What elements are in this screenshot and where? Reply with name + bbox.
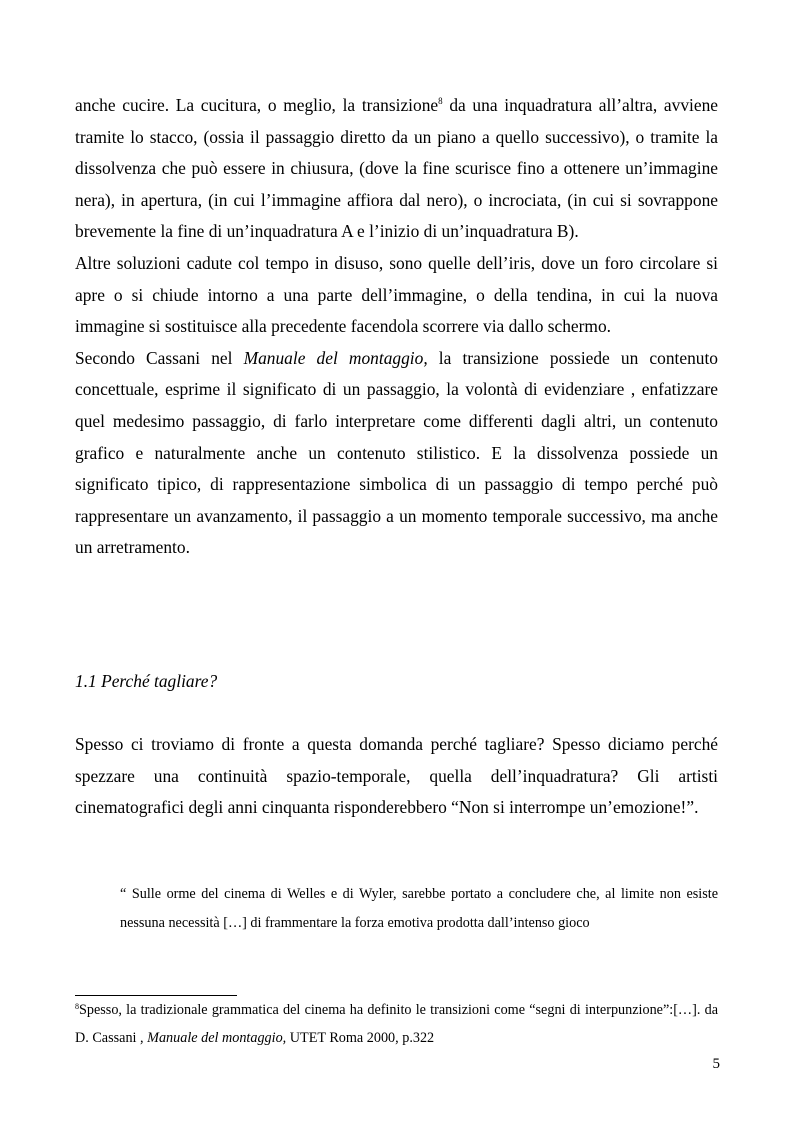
paragraph-text: da una inquadratura all’altra, avviene tramite lo stacco, (ossia il passaggio diretto da un piano a quello successivo), o tramite la dissolvenza che può essere in chiusura, (dove la fine scurisce fino a ottenere un’immagine nera), in apertura, (in cui l’immagine affiora dal nero), o incrociata, (in cui si sovrappone brevemente la fine di un’inquadratura A e l’inizio di un’inquadratura B). xyxy=(75,95,718,242)
paragraph-why-cut: Spesso ci troviamo di fronte a questa domanda perché tagliare? Spesso diciamo perché spezzare una continuità spazio-temporale, quella dell’inquadratura? Gli artisti cinematografici degli anni cinquanta risponderebbero “Non si interrompe un’emozione!”. xyxy=(75,734,718,818)
body-text-section xyxy=(75,729,718,824)
paragraph-text: la transizione possiede un contenuto concettuale, esprime il significato di un passaggio, la volontà di evidenziare , enfatizzare quel medesimo passaggio, di farlo interpretare come differenti dagli altri, un contenuto grafico e naturalmente anche un contenuto stilistico. E la dissolvenza possiede un significato tipico, di rappresentazione simbolica di un passaggio di tempo perché può rappresentare un avanzamento, il passaggio a un momento temporale successivo, ma anche un arretramento. xyxy=(75,347,718,558)
section-heading: 1.1 Perché tagliare? xyxy=(75,671,218,691)
footnote-reference: 8 xyxy=(438,96,443,106)
footnote xyxy=(75,997,718,1052)
footnote-divider xyxy=(75,995,237,996)
paragraph-text: Secondo Cassani nel xyxy=(75,347,244,368)
paragraph-iris: Altre soluzioni cadute col tempo in disuso, sono quelle dell’iris, dove un foro circolare si apre o si chiude intorno a una parte dell’immagine, o della tendina, in cui la nuova immagine si sostituisce alla precedente facendola scorrere via dallo schermo. xyxy=(75,252,718,337)
footnote-text xyxy=(75,997,718,1052)
block-quote xyxy=(120,880,718,937)
page-number: 5 xyxy=(712,1056,720,1072)
footnote-book-title: Manuale del montaggio, xyxy=(147,1029,287,1046)
body-text xyxy=(75,90,718,564)
footnote-body: Spesso, la tradizionale grammatica del cinema ha definito le transizioni come “segni di interpunzione”:[…]. da D. Cassani , xyxy=(75,1002,718,1046)
paragraph-cassani xyxy=(75,343,718,564)
quote-text: “ Sulle orme del cinema di Welles e di Wyler, sarebbe portato a concludere che, al limite non esiste nessuna necessità […] di frammentare la forza emotiva prodotta dall’intenso gioco xyxy=(120,886,718,931)
footnote-marker: 8 xyxy=(75,1002,79,1011)
book-title: Manuale del montaggio, xyxy=(243,347,428,368)
footnote-body: UTET Roma 2000, p.322 xyxy=(286,1029,435,1046)
paragraph-transitions xyxy=(75,90,718,248)
paragraph-text: anche cucire. La cucitura, o meglio, la transizione xyxy=(75,95,439,115)
